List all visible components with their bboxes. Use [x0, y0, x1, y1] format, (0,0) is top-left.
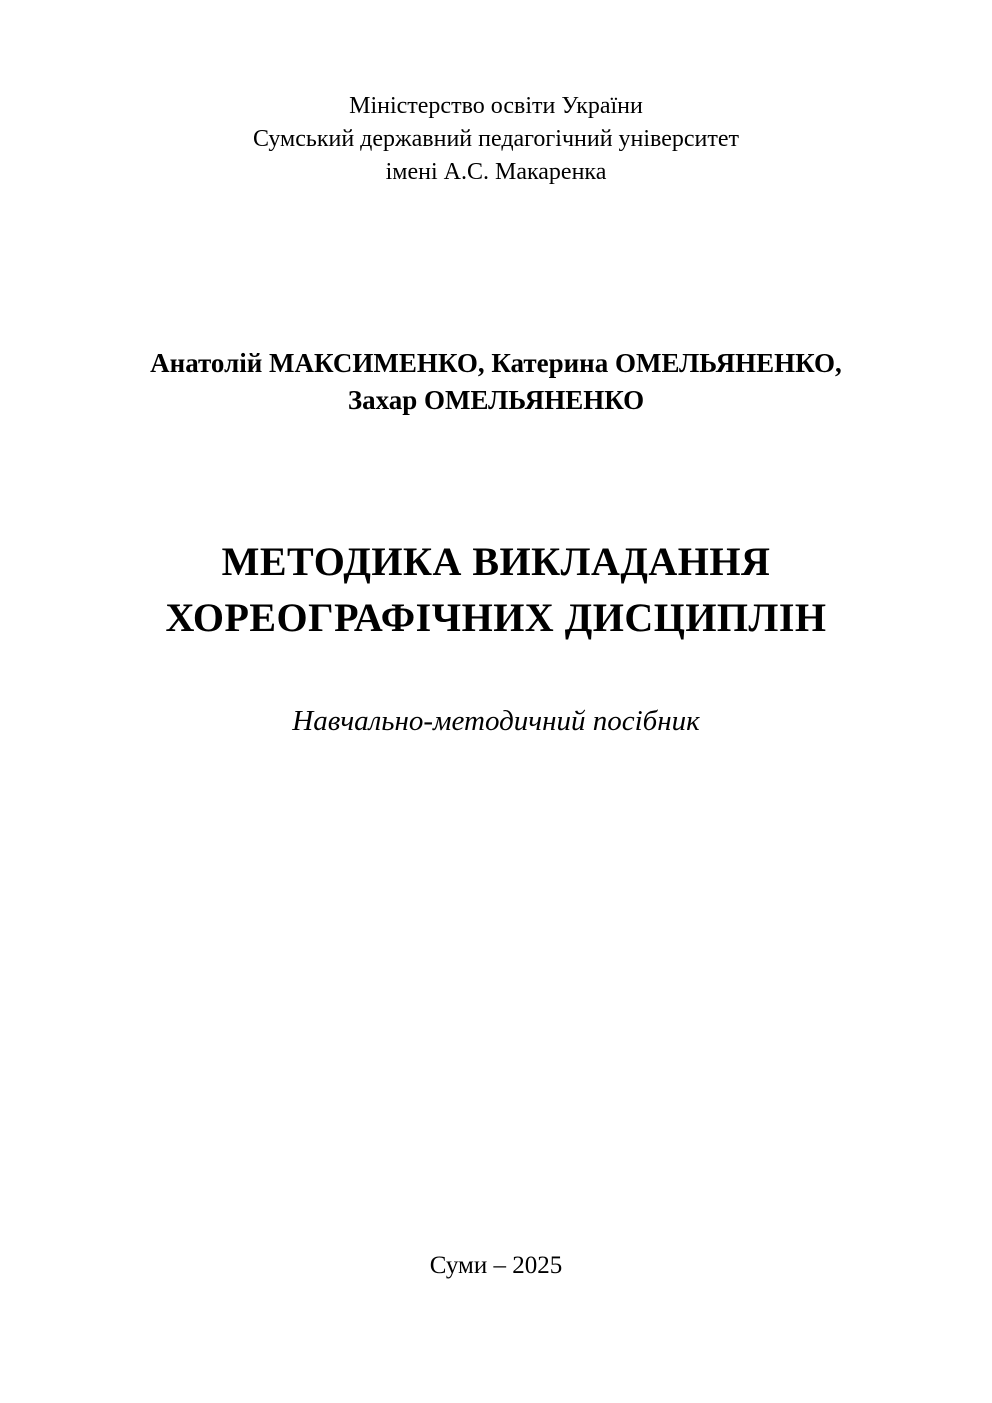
ministry-header — [0, 90, 992, 189]
authors — [0, 345, 992, 419]
ministry-line: Міністерство освіти України — [349, 93, 643, 119]
book-title — [0, 534, 992, 646]
university-name-line: імені А.С. Макаренка — [385, 159, 607, 185]
book-subtitle: Навчально-методичний посібник — [292, 705, 700, 737]
book-title-line-1: МЕТОДИКА ВИКЛАДАННЯ — [221, 539, 771, 584]
authors-line-2: Захар ОМЕЛЬЯНЕНКО — [347, 385, 645, 415]
university-line: Сумський державний педагогічний університет — [252, 126, 740, 152]
imprint: Суми – 2025 — [429, 1252, 563, 1279]
book-title-line-2: ХОРЕОГРАФІЧНИХ ДИСЦИПЛІН — [165, 595, 827, 640]
authors-line-1: Анатолій МАКСИМЕНКО, Катерина ОМЕЛЬЯНЕНКО, — [150, 348, 842, 378]
